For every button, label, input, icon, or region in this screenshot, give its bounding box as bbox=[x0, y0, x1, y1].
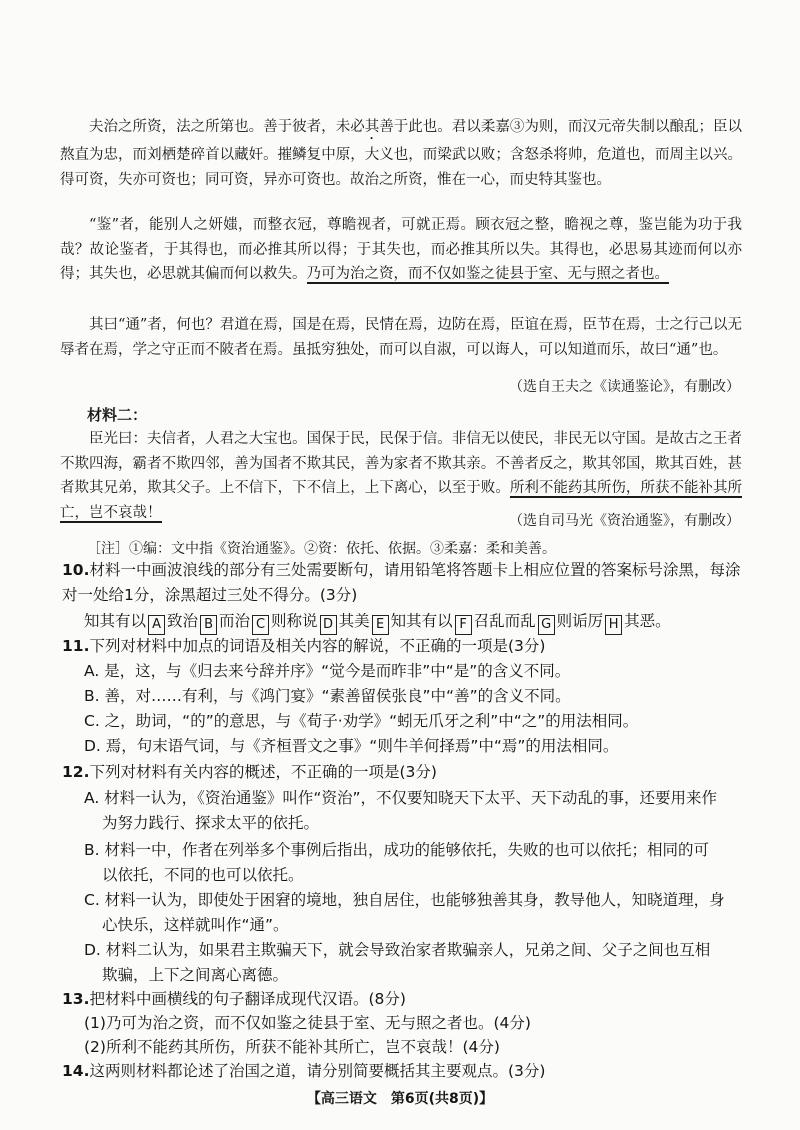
question-12: 12.下列对材料有关内容的概述，不正确的一项是(3分) bbox=[62, 763, 437, 781]
dotted-word-qi: 其 bbox=[364, 119, 380, 135]
break-mark-g[interactable]: G bbox=[538, 615, 555, 635]
page-footer: 【高三语文 第6页(共8页)】 bbox=[306, 1091, 494, 1107]
underlined-sentence-1: 乃可为治之资，而不仅如鉴之徒县于室、无与照之者也。 bbox=[306, 266, 669, 282]
q12-option-a[interactable]: A. 材料一认为，《资治通鉴》叫作“资治”，不仅要知晓天下太平、天下动乱的事，还要用来作 为努力践行、探求太平的依托。 bbox=[84, 789, 717, 832]
break-mark-c[interactable]: C bbox=[252, 615, 269, 635]
question-13: 13.把材料中画横线的句子翻译成现代汉语。(8分) bbox=[62, 990, 406, 1008]
q11-option-d[interactable]: D. 焉，句末语气词，与《齐桓晋文之事》“则牛羊何择焉”中“焉”的用法相同。 bbox=[84, 737, 619, 755]
question-11: 11.下列对材料中加点的词语及相关内容的解说，不正确的一项是(3分) bbox=[62, 637, 546, 655]
q14-number: 14. bbox=[62, 1062, 90, 1080]
q12-option-b[interactable]: B. 材料一中，作者在列举多个事例后指出，成功的能够依托，失败的也可以依托；相同的可 以依托，不同的也可以依托。 bbox=[84, 841, 709, 884]
break-mark-d[interactable]: D bbox=[320, 615, 337, 635]
q10-break-options: 知其有以 A 致治 B 而治 C 则称说 D 其美 E 知其有以 F 召乱而乱 G 则诟厉 H 其恶。 bbox=[84, 609, 754, 635]
q11-option-a[interactable]: A. 是，这，与《归去来兮辞并序》“觉今是而昨非”中“是”的含义不同。 bbox=[84, 662, 571, 680]
material2-label: 材料二： bbox=[87, 406, 148, 424]
break-mark-h[interactable]: H bbox=[605, 615, 622, 635]
q14-stem: 这两则材料都论述了治国之道，请分别简要概括其主要观点。(3分) bbox=[89, 1062, 546, 1080]
question-14 bbox=[62, 1059, 742, 1084]
material2-paragraph: 臣光曰：夫信者，人君之大宝也。国保于民，民保于信。非信无以使民，非民无以守国。是故古之王者不欺四海，霸者不欺四邻，善为国者不欺其民，善为家者不欺其亲。不善者反之，欺其邻国，欺其百姓，甚者欺其兄弟，欺其父子。上不信下，下不信上，上下离心，以至于败。所利不能药其所伤，所获不能补其所亡，岂不哀哉！ bbox=[60, 431, 743, 521]
q11-option-c[interactable]: C. 之，助词，“的”的意思，与《荀子·劝学》“蚓无爪牙之利”中“之”的用法相同。 bbox=[84, 712, 639, 730]
break-mark-f[interactable]: F bbox=[455, 615, 472, 635]
material2-source: （选自司马光《资治通鉴》，有删改） bbox=[509, 513, 740, 529]
question-10: 10.材料一中画波浪线的部分有三处需要断句，请用铅笔将答题卡上相应位置的答案标号涂黑，每涂对一处给1分，涂黑超过三处不得分。(3分) bbox=[62, 561, 741, 604]
q13-item-1: (1)乃可为治之资，而不仅如鉴之徒县于室、无与照之者也。(4分) bbox=[84, 1014, 531, 1032]
material1-paragraph-3: 其曰“通”者，何也？君道在焉，国是在焉，民情在焉，边防在焉，臣谊在焉，臣节在焉，士之行己以无辱者在焉，学之守正而不陂者在焉。虽抵穷独处，而可以自淑，可以诲人，可以知道而乐，故曰“通”也。 bbox=[60, 317, 742, 358]
break-mark-a[interactable]: A bbox=[148, 615, 165, 635]
underlined-sentence-2: 所利不能药其所伤，所获不能补其所亡，岂不哀哉！ bbox=[60, 480, 743, 521]
break-mark-e[interactable]: E bbox=[372, 615, 389, 635]
q13-item-2: (2)所利不能药其所伤，所获不能补其所亡，岂不哀哉！(4分) bbox=[84, 1038, 500, 1056]
q12-option-d[interactable]: D. 材料二认为，如果君主欺骗天下，就会导致治家者欺骗亲人，兄弟之间、父子之间也互相 欺骗，上下之间离心离德。 bbox=[84, 941, 711, 984]
material1-source: （选自王夫之《读通鉴论》，有删改） bbox=[509, 379, 740, 395]
material1-paragraph-1: 夫治之所资，法之所第也。善于彼者，未必其善于此也。君以柔嘉③为则，而汉元帝失制以酿乱；臣以熬直为忠，而刘栖楚碎首以藏奸。摧鳞复中原，大义也，而梁武以败；含怒杀将帅，危道也，而周主以兴。得可资，失亦可资也；同可资，异亦可资也。故治之所资，惟在一心，而史特其鉴也。 bbox=[60, 119, 743, 188]
annotation-note: ［注］①编：文中指《资治通鉴》。②资：依托、依据。③柔嘉：柔和美善。 bbox=[87, 541, 556, 557]
material1-paragraph-2: “鉴”者，能别人之妍媸，而整衣冠，尊瞻视者，可就正焉。顾衣冠之整，瞻视之尊，鉴岂能为功于我哉？故论鉴者，于其得也，而必推其所以得；于其失也，而必推其所以失。其得也，必思易其迹而何以亦得；其失也，必思就其偏而何以救失。乃可为治之资，而不仅如鉴之徒县于室、无与照之者也。 bbox=[60, 217, 742, 282]
break-mark-b[interactable]: B bbox=[200, 615, 217, 635]
q12-option-c[interactable]: C. 材料一认为，即使处于困窘的境地，独自居住，也能够独善其身，教导他人，知晓道理，身 心快乐，这样就叫作“通”。 bbox=[84, 891, 725, 934]
q11-option-b[interactable]: B. 善，对……有利，与《鸿门宴》“素善留侯张良”中“善”的含义不同。 bbox=[84, 687, 571, 705]
